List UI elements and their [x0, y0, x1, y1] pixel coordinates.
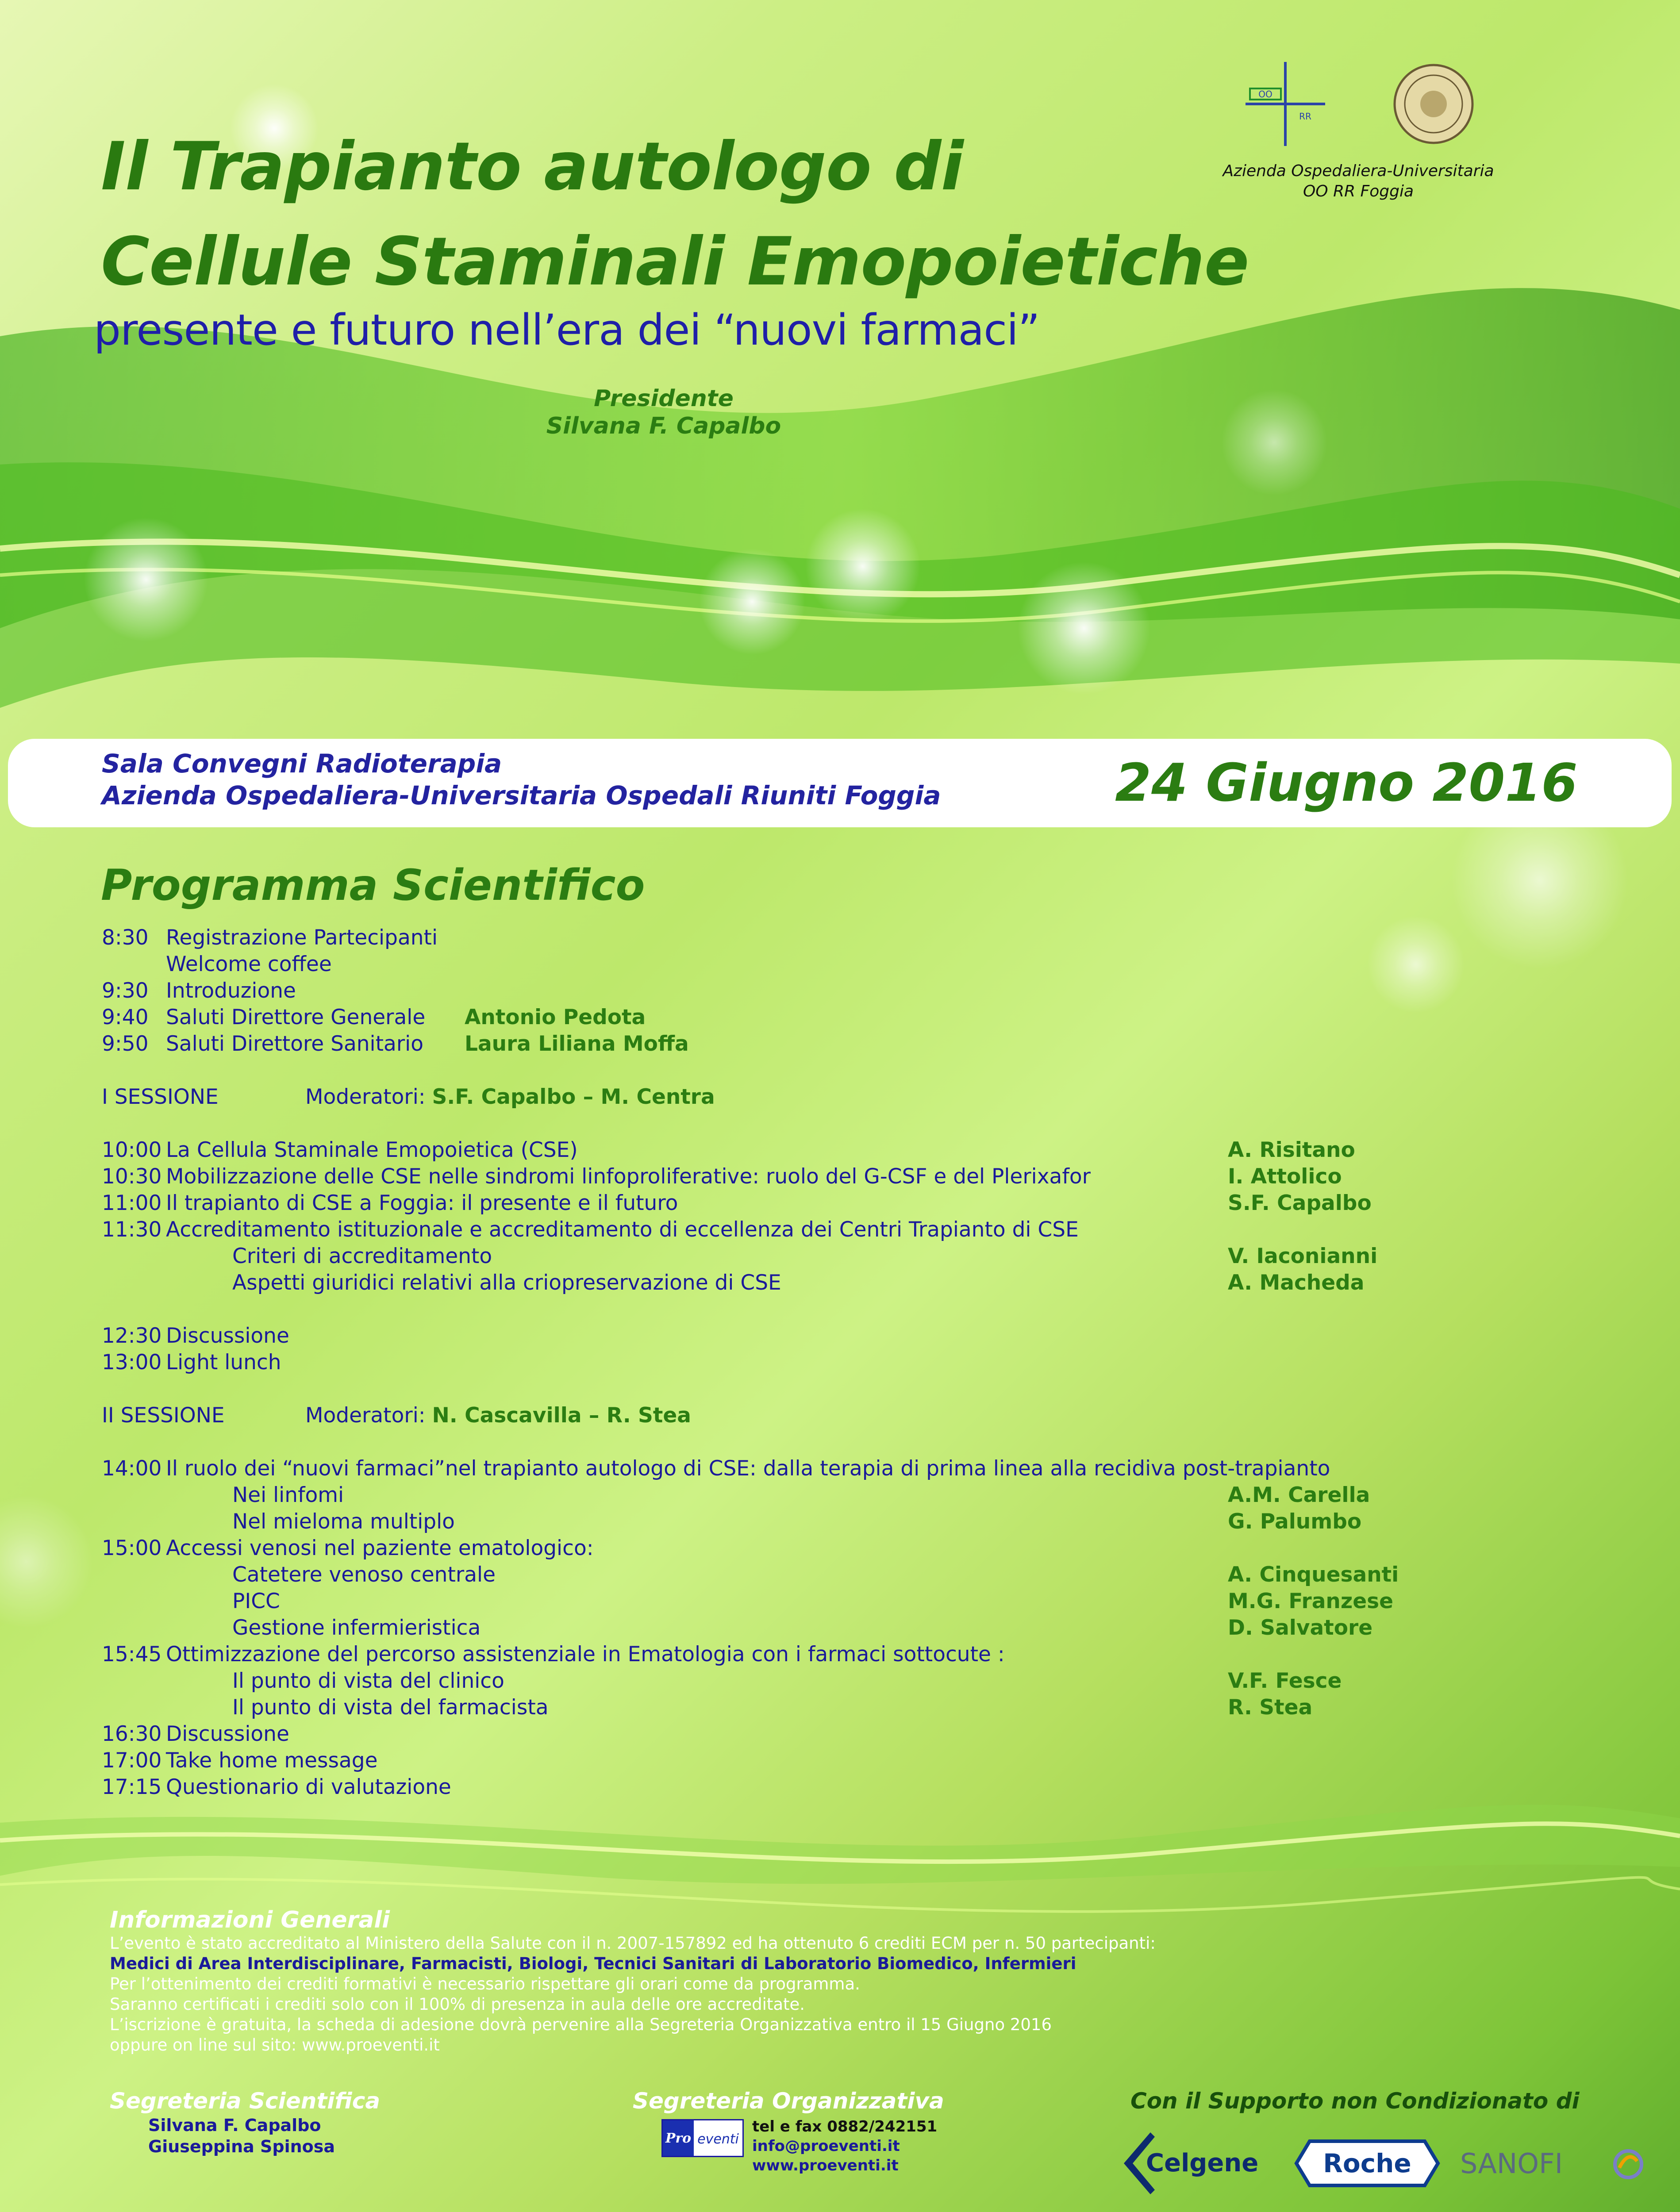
- schedule-desc: La Cellula Staminale Emopoietica (CSE): [166, 1138, 578, 1162]
- schedule-desc: Mobilizzazione delle CSE nelle sindromi linfoproliferative: ruolo del G-CSF e del Plerixafor: [166, 1164, 1091, 1189]
- schedule-desc: Il trapianto di CSE a Foggia: il presente e il futuro: [166, 1191, 678, 1215]
- general-info: [110, 1907, 1260, 2055]
- hospital-logo-line1: Azienda Ospedaliera-Universitaria: [1223, 162, 1494, 180]
- program-title: Programma Scientifico: [101, 860, 645, 910]
- schedule-row: [102, 1562, 1429, 1588]
- schedule-row: [102, 1455, 1429, 1482]
- program-schedule: [102, 925, 1429, 1801]
- schedule-time: 10:30: [102, 1164, 162, 1189]
- schedule-row: [102, 951, 1429, 978]
- venue-line2: Azienda Ospedaliera-Universitaria Ospedali Riuniti Foggia: [102, 780, 941, 810]
- schedule-desc: Questionario di valutazione: [166, 1775, 451, 1799]
- session-moderators: [305, 1402, 691, 1429]
- schedule-speaker: Laura Liliana Moffa: [465, 1032, 689, 1056]
- organizing-secretariat-contacts: [752, 2117, 937, 2175]
- venue-line1: Sala Convegni Radioterapia: [102, 749, 502, 779]
- schedule-desc: Discussione: [166, 1324, 289, 1348]
- president-name: Silvana F. Capalbo: [546, 413, 781, 439]
- schedule-desc: Saluti Direttore Sanitario: [166, 1032, 423, 1056]
- schedule-time: 15:00: [102, 1536, 162, 1560]
- schedule-time: 8:30: [102, 926, 149, 950]
- schedule-speaker: V. Iaconianni: [1228, 1244, 1378, 1268]
- schedule-speaker: M.G. Franzese: [1228, 1589, 1393, 1613]
- schedule-desc: Registrazione Partecipanti: [166, 926, 438, 950]
- schedule-time: 9:40: [102, 1005, 149, 1029]
- schedule-time: 11:00: [102, 1191, 162, 1215]
- schedule-time: 9:50: [102, 1032, 149, 1056]
- org-email-link[interactable]: info@proeventi.it: [752, 2137, 900, 2155]
- schedule-time: 11:30: [102, 1217, 162, 1242]
- schedule-row: [102, 1349, 1429, 1376]
- schedule-row: [102, 1243, 1429, 1270]
- schedule-row: [102, 1668, 1429, 1694]
- schedule-desc: Take home message: [166, 1748, 378, 1773]
- schedule-desc: Criteri di accreditamento: [232, 1244, 492, 1268]
- hospital-logo-line2: OO RR Foggia: [1303, 182, 1414, 200]
- sponsor-logos-icon: [1119, 2124, 1659, 2203]
- schedule-speaker: I. Attolico: [1228, 1164, 1342, 1189]
- moderators-label: Moderatori:: [305, 1403, 426, 1428]
- schedule-speaker: G. Palumbo: [1228, 1509, 1362, 1534]
- schedule-speaker: V.F. Fesce: [1228, 1669, 1342, 1693]
- session-header: [102, 1084, 1429, 1110]
- schedule-time: 16:30: [102, 1722, 162, 1746]
- event-title-line1: Il Trapianto autologo di: [101, 128, 963, 205]
- info-line: L’iscrizione è gratuita, la scheda di adesione dovrà pervenire alla Segreteria Organizzativa entro il 15 Giugno 2016: [110, 2015, 1052, 2034]
- schedule-desc: Discussione: [166, 1722, 289, 1746]
- schedule-row: [102, 1190, 1429, 1217]
- proeventi-logo: [661, 2119, 744, 2157]
- schedule-desc: Accessi venosi nel paziente ematologico:: [166, 1536, 594, 1560]
- schedule-row: [102, 1747, 1429, 1774]
- schedule-row: [102, 1509, 1429, 1535]
- president-block: [465, 385, 863, 440]
- schedule-row: [102, 1535, 1429, 1562]
- schedule-time: 17:15: [102, 1775, 162, 1799]
- session-label: II SESSIONE: [102, 1403, 225, 1428]
- schedule-row: [102, 1694, 1429, 1721]
- celgene-name: Celgene: [1146, 2149, 1259, 2177]
- svg-text:RR: RR: [1299, 111, 1311, 122]
- president-label: Presidente: [594, 385, 734, 412]
- schedule-desc: Ottimizzazione del percorso assistenziale in Ematologia con i farmaci sottocute :: [166, 1642, 1005, 1667]
- schedule-row: [102, 978, 1429, 1004]
- schedule-speaker: S.F. Capalbo: [1228, 1191, 1372, 1215]
- event-title: [101, 119, 1249, 310]
- schedule-desc: Il punto di vista del clinico: [232, 1669, 504, 1693]
- sanofi-name: SANOFI: [1460, 2147, 1563, 2180]
- schedule-row: [102, 1270, 1429, 1296]
- general-info-title: Informazioni Generali: [110, 1907, 390, 1933]
- event-title-line2: Cellule Staminali Emopoietiche: [101, 223, 1249, 300]
- schedule-desc: Il punto di vista del farmacista: [232, 1695, 549, 1720]
- schedule-row: [102, 1004, 1429, 1031]
- schedule-speaker: R. Stea: [1228, 1695, 1313, 1720]
- moderators-label: Moderatori:: [305, 1085, 426, 1109]
- celgene-logo: [1124, 2132, 1258, 2194]
- info-line-audience: Medici di Area Interdisciplinare, Farmacisti, Biologi, Tecnici Sanitari di Laboratorio Biomedico, Infermieri: [110, 1954, 1076, 1973]
- schedule-speaker: A. Cinquesanti: [1228, 1563, 1399, 1587]
- svg-text:OO: OO: [1258, 89, 1272, 100]
- schedule-desc: Gestione infermieristica: [232, 1616, 481, 1640]
- schedule-row: [102, 1641, 1429, 1668]
- schedule-time: 12:30: [102, 1324, 162, 1348]
- sanofi-logo: [1460, 2147, 1642, 2180]
- info-line: Per l’ottenimento dei crediti formativi è necessario rispettare gli orari come da programma.: [110, 1974, 860, 1993]
- schedule-time: 17:00: [102, 1748, 162, 1773]
- info-line: Saranno certificati i crediti solo con il 100% di presenza in aula delle ore accreditate.: [110, 1995, 805, 2014]
- schedule-desc: Light lunch: [166, 1350, 281, 1375]
- info-line: oppure on line sul sito: www.proeventi.it: [110, 2035, 440, 2055]
- schedule-row: [102, 1615, 1429, 1641]
- schedule-speaker: Antonio Pedota: [465, 1005, 646, 1029]
- schedule-desc: Aspetti giuridici relativi alla criopreservazione di CSE: [232, 1271, 781, 1295]
- schedule-desc: Saluti Direttore Generale: [166, 1005, 426, 1029]
- venue-text: [102, 748, 941, 811]
- schedule-row: [102, 1721, 1429, 1747]
- info-line: L’evento è stato accreditato al Ministero della Salute con il n. 2007-157892 ed ha ottenuto 6 crediti ECM per n. 50 partecipanti:: [110, 1934, 1156, 1953]
- schedule-desc: Introduzione: [166, 979, 296, 1003]
- organizing-secretariat-title: Segreteria Organizzativa: [633, 2088, 944, 2114]
- schedule-desc: Accreditamento istituzionale e accreditamento di eccellenza dei Centri Trapianto di CSE: [166, 1217, 1079, 1242]
- schedule-desc: Nei linfomi: [232, 1483, 344, 1507]
- schedule-speaker: A. Risitano: [1228, 1138, 1355, 1162]
- schedule-time: 9:30: [102, 979, 149, 1003]
- hospital-logo-block: [1212, 58, 1504, 202]
- roche-logo: [1296, 2141, 1438, 2185]
- event-subtitle: presente e futuro nell’era dei “nuovi farmaci”: [94, 305, 1040, 355]
- proeventi-logo-icon: [663, 2120, 742, 2156]
- schedule-row: [102, 1323, 1429, 1349]
- schedule-desc: Catetere venoso centrale: [232, 1563, 496, 1587]
- org-website-link[interactable]: www.proeventi.it: [752, 2157, 899, 2174]
- schedule-speaker: D. Salvatore: [1228, 1616, 1373, 1640]
- moderators-names: S.F. Capalbo – M. Centra: [432, 1085, 715, 1109]
- scientific-secretariat-title: Segreteria Scientifica: [110, 2088, 381, 2114]
- session-moderators: [305, 1084, 715, 1110]
- scientific-secretariat-names: [148, 2115, 335, 2157]
- schedule-desc: Nel mieloma multiplo: [232, 1509, 455, 1534]
- sponsors-title: Con il Supporto non Condizionato di: [1130, 2088, 1580, 2114]
- secretariat-name: Silvana F. Capalbo: [148, 2116, 321, 2135]
- proeventi-logo-pro: Pro: [665, 2131, 692, 2146]
- proeventi-logo-eventi: eventi: [697, 2131, 739, 2147]
- schedule-desc: Welcome coffee: [166, 952, 332, 976]
- schedule-row: [102, 1482, 1429, 1509]
- schedule-row: [102, 1774, 1429, 1801]
- schedule-row: [102, 925, 1429, 951]
- org-phone: tel e fax 0882/242151: [752, 2118, 938, 2135]
- schedule-time: 13:00: [102, 1350, 162, 1375]
- schedule-row: [102, 1217, 1429, 1243]
- secretariat-name: Giuseppina Spinosa: [148, 2137, 335, 2156]
- hospital-logo-icon: [1212, 58, 1504, 159]
- schedule-row: [102, 1031, 1429, 1057]
- event-date: 24 Giugno 2016: [1115, 752, 1578, 813]
- session-header: [102, 1402, 1429, 1429]
- schedule-desc: PICC: [232, 1589, 280, 1613]
- schedule-time: 15:45: [102, 1642, 162, 1667]
- schedule-time: 10:00: [102, 1138, 162, 1162]
- schedule-desc: Il ruolo dei “nuovi farmaci”nel trapianto autologo di CSE: dalla terapia di prima linea alla recidiva post-trapianto: [166, 1456, 1330, 1481]
- schedule-row: [102, 1164, 1429, 1190]
- session-label: I SESSIONE: [102, 1085, 219, 1109]
- sponsor-logos: [1119, 2124, 1659, 2203]
- schedule-speaker: A.M. Carella: [1228, 1483, 1370, 1507]
- roche-name: Roche: [1323, 2148, 1411, 2178]
- schedule-row: [102, 1137, 1429, 1164]
- moderators-names: N. Cascavilla – R. Stea: [432, 1403, 691, 1428]
- schedule-time: 14:00: [102, 1456, 162, 1481]
- schedule-row: [102, 1588, 1429, 1615]
- schedule-speaker: A. Macheda: [1228, 1271, 1365, 1295]
